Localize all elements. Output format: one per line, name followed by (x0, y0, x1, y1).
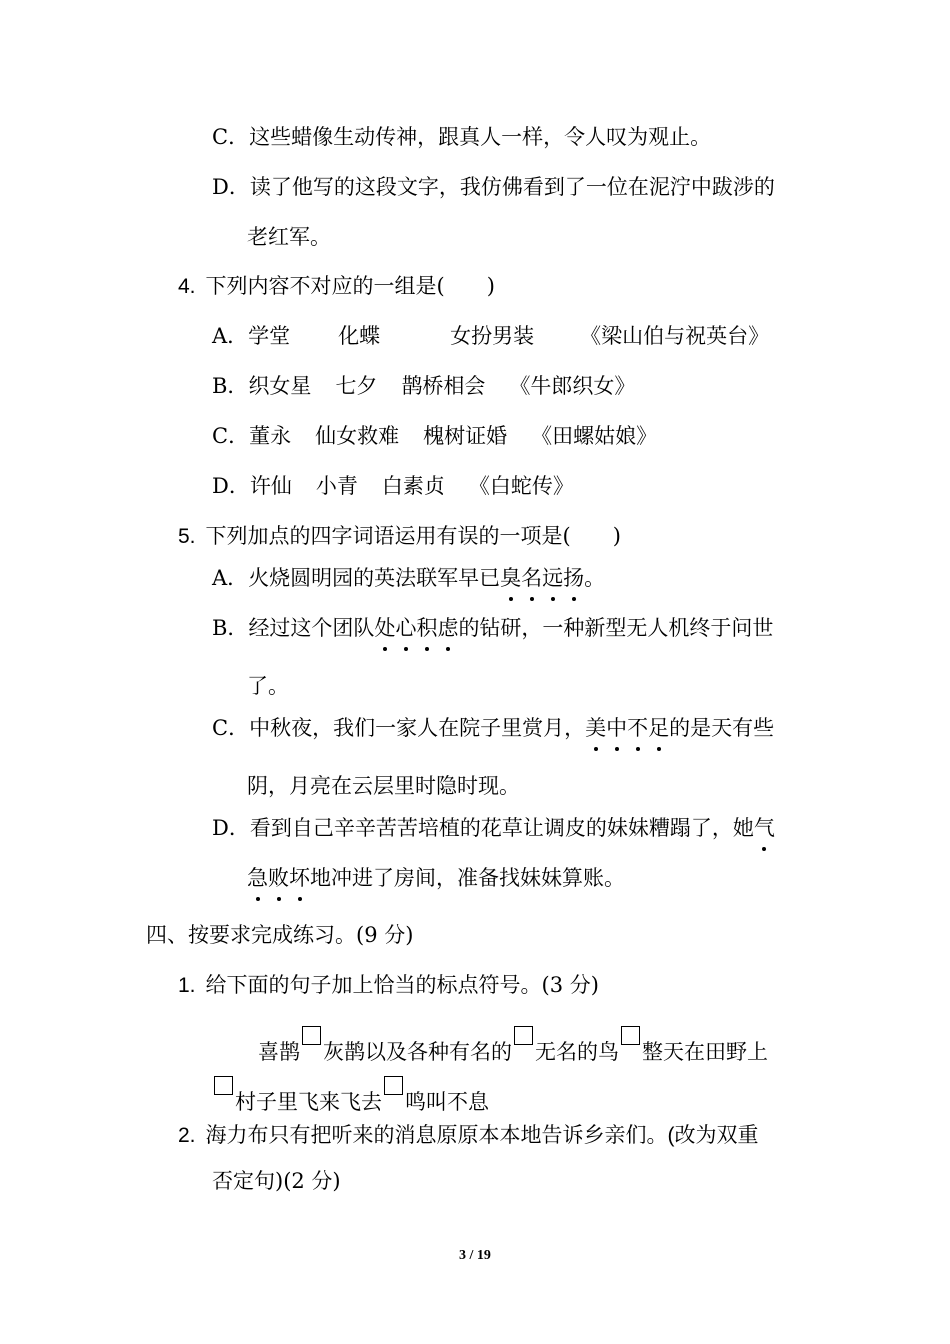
s4-q1-sentence-line2: 村子里飞来飞去 鸣叫不息 (212, 1076, 489, 1117)
page-number: 3 / 19 (459, 1248, 491, 1263)
emphasis-dot-char: 积 (416, 613, 437, 643)
emphasis-dot-char: 坏 (289, 863, 310, 893)
punctuation-box[interactable] (302, 1026, 321, 1045)
q4-option-d: D．许仙 小青 白素贞 《白蛇传》 (212, 474, 574, 498)
emphasis-dot-char: 败 (268, 863, 289, 893)
q5-option-b-cont: 了。 (247, 674, 289, 698)
emphasis-dot-char: 远 (542, 563, 563, 593)
emphasis-dot-char: 心 (395, 613, 416, 643)
dotted-word (585, 716, 669, 740)
q3-option-c: C．这些蜡像生动传神，跟真人一样，令人叹为观止。 (212, 125, 712, 149)
q3-option-d-cont: 老红军。 (247, 225, 331, 249)
punctuation-box[interactable] (621, 1026, 640, 1045)
q5-option-c: C．中秋夜，我们一家人在院子里赏月，美中不足的是天有些 (212, 713, 774, 743)
s4-q2-stem-cont: 否定句)(2 分) (212, 1169, 341, 1193)
s4-q2-stem: 2. 海力布只有把听来的消息原原本本地告诉乡亲们。(改为双重 (178, 1123, 759, 1147)
emphasis-dot-char: 处 (374, 613, 395, 643)
s4-q1-sentence-line1: 喜鹊 灰鹊以及各种有名的 无名的鸟 整天在田野上 (258, 1026, 768, 1067)
section-4-title: 四、按要求完成练习。(9 分) (146, 923, 414, 947)
emphasis-dot-char: 美 (585, 713, 606, 743)
dotted-word (247, 866, 310, 890)
q4-option-b: B．织女星 七夕 鹊桥相会 《牛郎织女》 (212, 374, 636, 398)
q4-stem: 4. 下列内容不对应的一组是( ) (178, 274, 495, 298)
punctuation-box[interactable] (214, 1076, 233, 1095)
emphasis-dot-char: 名 (521, 563, 542, 593)
emphasis-dot-char: 臭 (500, 563, 521, 593)
dotted-word (754, 816, 775, 840)
q5-stem: 5. 下列加点的四字词语运用有误的一项是( ) (178, 524, 621, 548)
q4-option-a: A．学堂 化蝶 女扮男装 《梁山伯与祝英台》 (212, 324, 770, 348)
s4-q1-stem: 1. 给下面的句子加上恰当的标点符号。(3 分) (178, 973, 599, 997)
q5-option-d-cont: 急败坏地冲进了房间，准备找妹妹算账。 (247, 863, 625, 893)
emphasis-dot-char: 不 (627, 713, 648, 743)
q5-option-c-cont: 阴，月亮在云层里时隐时现。 (247, 774, 520, 798)
punctuation-box[interactable] (384, 1076, 403, 1095)
dotted-word (500, 566, 584, 590)
dotted-word (374, 616, 458, 640)
emphasis-dot-char: 扬 (563, 563, 584, 593)
q5-option-d: D．看到自己辛辛苦苦培植的花草让调皮的妹妹糟蹋了，她气 (212, 813, 775, 843)
emphasis-dot-char: 中 (606, 713, 627, 743)
emphasis-dot-char: 足 (648, 713, 669, 743)
emphasis-dot-char: 气 (754, 813, 775, 843)
emphasis-dot-char: 虑 (437, 613, 458, 643)
q3-option-d: D．读了他写的这段文字，我仿佛看到了一位在泥泞中跋涉的 (212, 175, 775, 199)
q5-option-a: A．火烧圆明园的英法联军早已臭名远扬。 (212, 563, 605, 593)
punctuation-box[interactable] (514, 1026, 533, 1045)
q4-option-c: C．董永 仙女救难 槐树证婚 《田螺姑娘》 (212, 424, 658, 448)
q5-option-b: B．经过这个团队处心积虑的钻研，一种新型无人机终于问世 (212, 613, 773, 643)
emphasis-dot-char: 急 (247, 863, 268, 893)
